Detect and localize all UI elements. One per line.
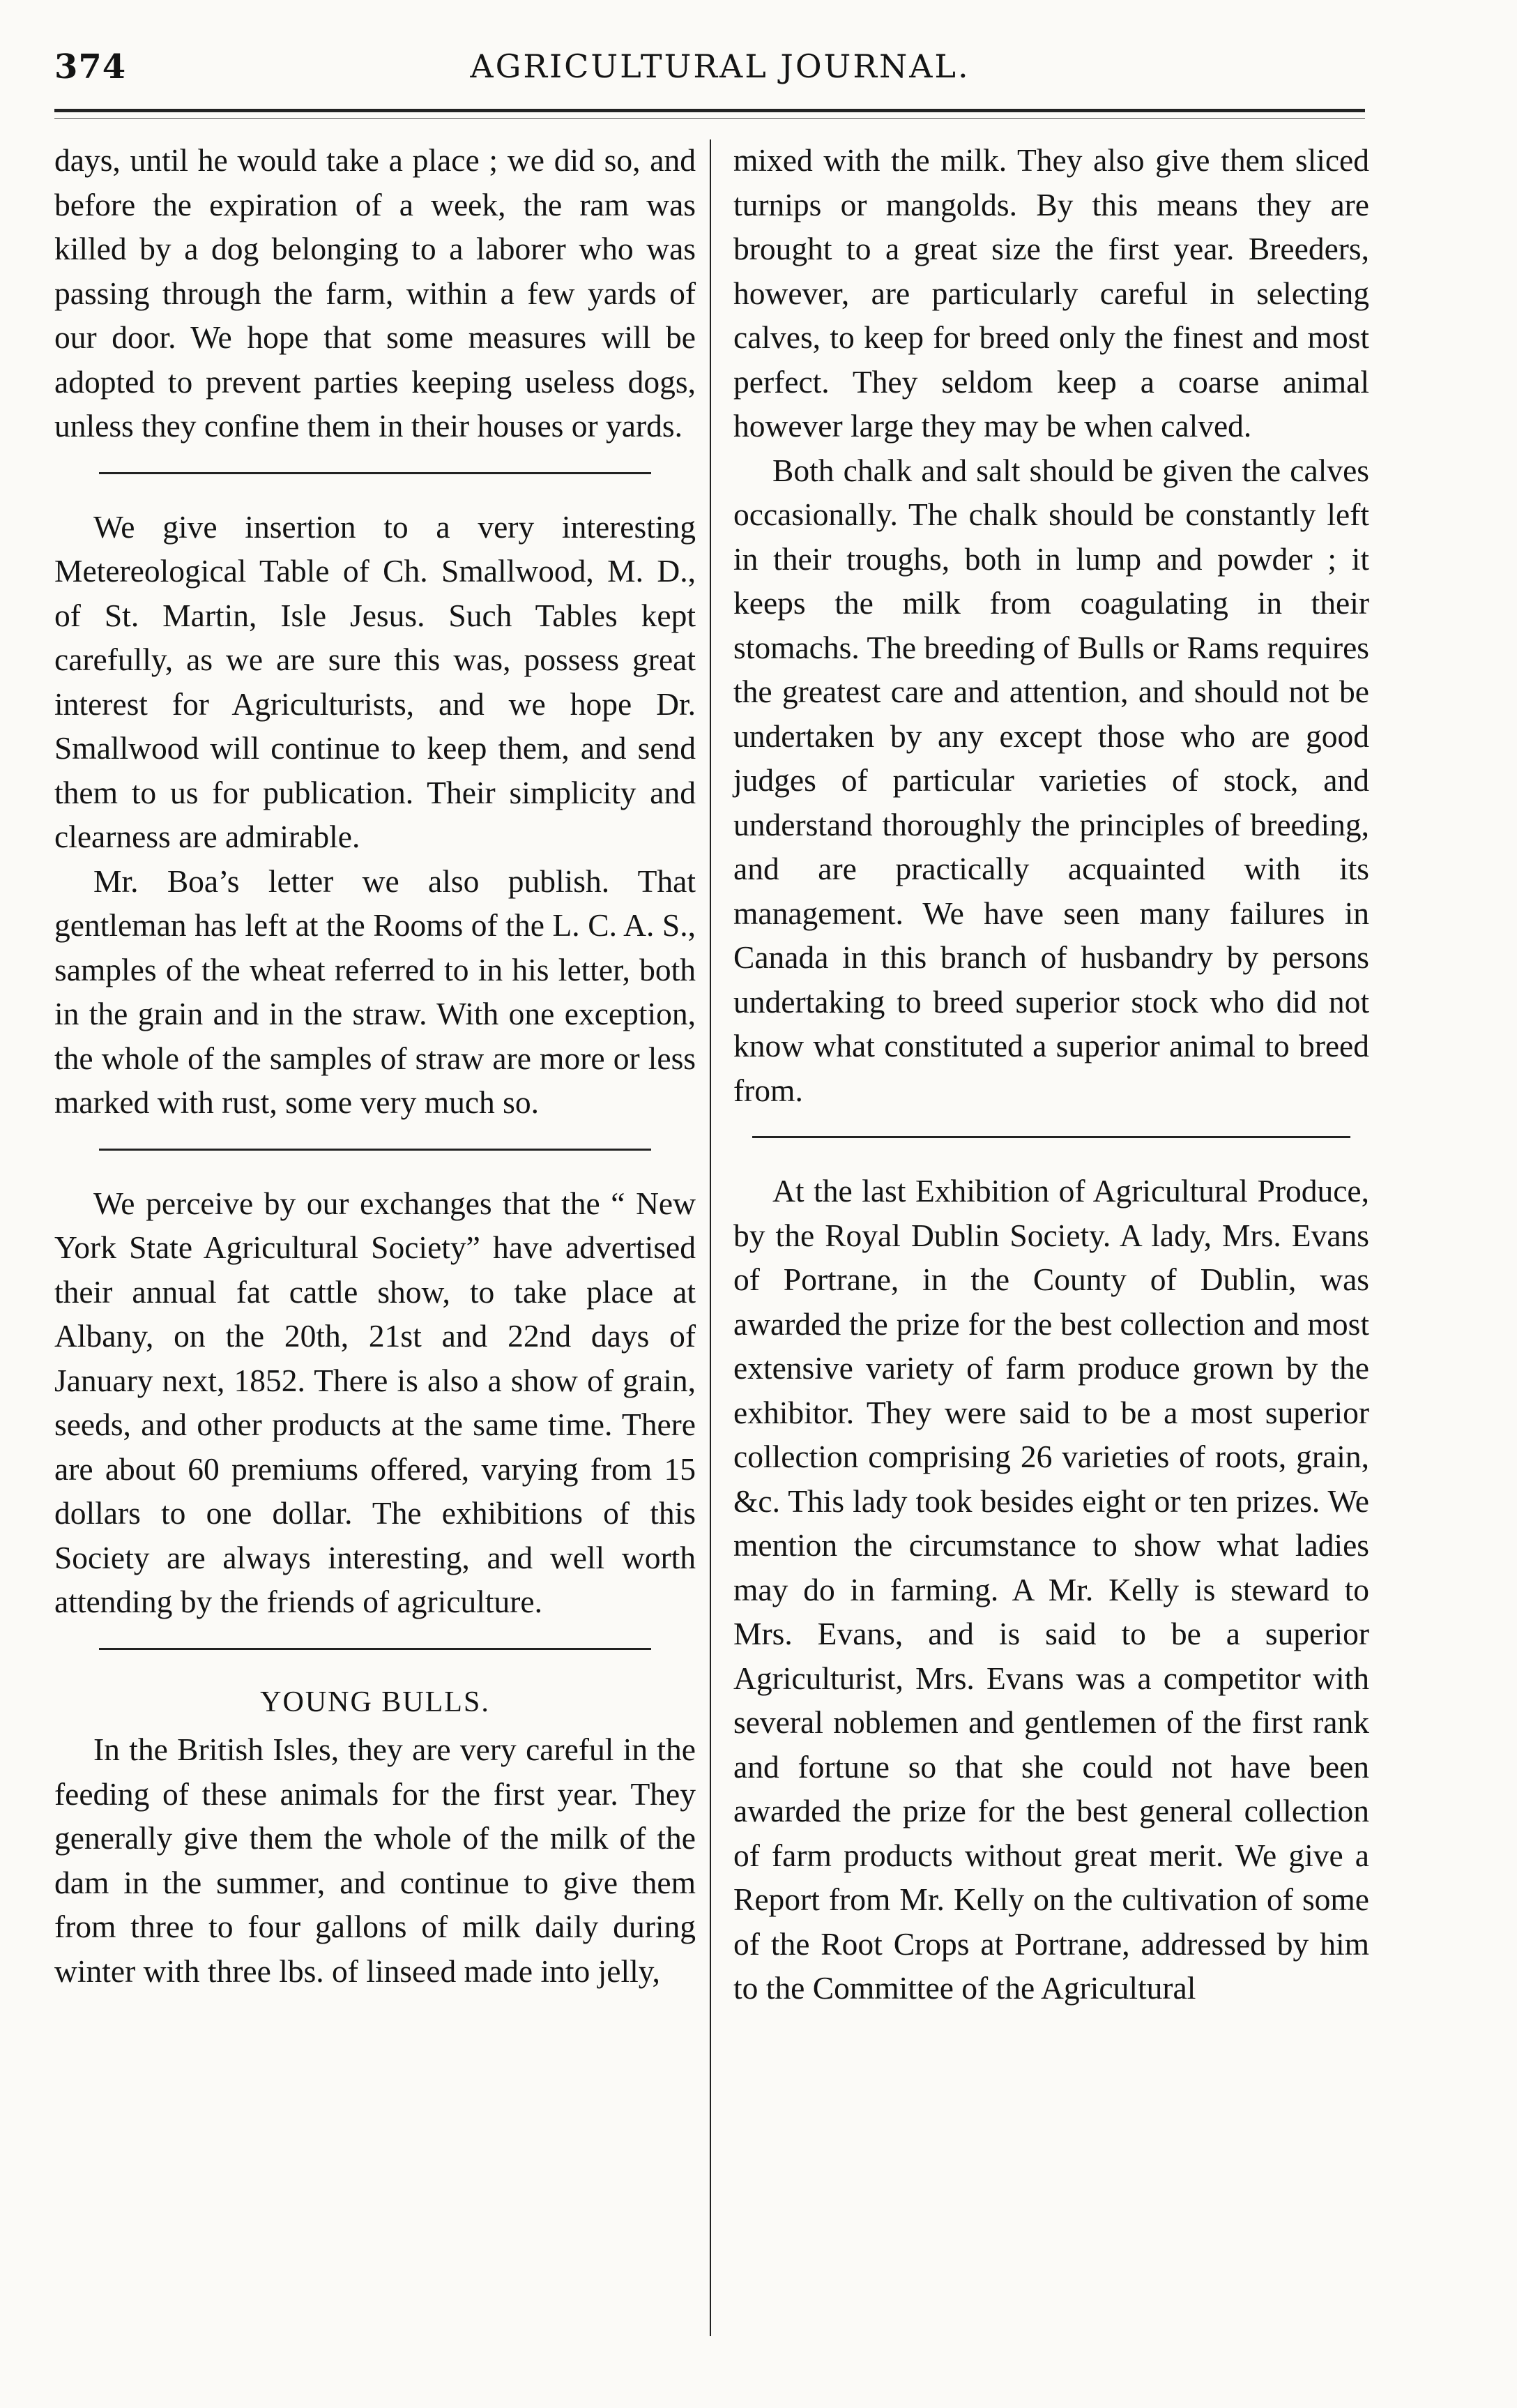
section-divider — [99, 1648, 650, 1650]
young-bulls-paragraph: In the British Isles, they are very careful in the feeding of these animals for the first year. They generally give them the whole of the milk of the dam in the summer, and continue to give them from three to four gallons of milk daily during winter with three lbs. of linseed made into jelly, — [54, 1732, 696, 1989]
meteorological-note: We give insertion to a very interesting Metereological Table of Ch. Smallwood, M. D., of St. Martin, Isle Jesus. Such Tables kept carefully, as we are sure this was, possess great interest for Agriculturists, and we hope Dr. Smallwood will continue to keep them, and send them to us for publication. Their simplicity and clearness are admirable. — [54, 508, 696, 854]
page-number: 374 — [54, 47, 127, 86]
section-divider — [99, 1149, 650, 1151]
young-bulls-continued: mixed with the milk. They also give them sliced turnips or mangolds. By this means they are brought to a great size the first year. Breeders, however, are particularly careful in selecting calves, to keep for breed only the finest and most perfect. They seldom keep a coarse animal however large they may be when calved. — [733, 142, 1369, 444]
header-rule — [54, 109, 1365, 119]
continued-paragraph: days, until he would take a place ; we did so, and before the expiration of a week, the ram was killed by a dog belonging to a laborer who was passing through the farm, within a few yards of our door. We hope that some measures will be adopted to prevent parties keeping useless dogs, unless they confine them in their houses or yards. — [54, 142, 696, 444]
left-column — [54, 138, 696, 1993]
section-divider — [99, 472, 650, 474]
section-divider — [752, 1136, 1350, 1138]
young-bulls-heading: YOUNG BULLS. — [260, 1686, 490, 1718]
right-column — [733, 138, 1369, 2011]
boa-letter-note: Mr. Boa’s letter we also publish. That gentleman has left at the Rooms of the L. C. A. S., samples of the wheat referred to in his letter, both in the grain and in the straw. With one exception, the whole of the samples of straw are more or less marked with rust, some very much so. — [54, 863, 696, 1120]
page-header — [54, 43, 1365, 106]
column-divider — [710, 139, 711, 2336]
dublin-exhibition-paragraph: At the last Exhibition of Agricultural Produce, by the Royal Dublin Society. A lady, Mrs. Evans of Portrane, in the County of Dublin, was awarded the prize for the best collection and most extensive variety of farm produce grown by the exhibitor. They were said to be a most superior collection comprising 26 varieties of roots, grain, &c. This lady took besides eight or ten prizes. We mention the circumstance to show what ladies may do in farming. A Mr. Kelly is steward to Mrs. Evans, and is said to be a superior Agriculturist, Mrs. Evans was a competitor with several noblemen and gentlemen of the first rank and fortune so that she could not have been awarded the prize for the best general collection of farm products without great merit. We give a Report from Mr. Kelly on the cultivation of some of the Root Crops at Portrane, addressed by him to the Committee of the Agricultural — [733, 1173, 1369, 2006]
chalk-salt-paragraph: Both chalk and salt should be given the calves occasionally. The chalk should be constantly left in their troughs, both in lump and powder ; it keeps the milk from coagulating in their stomachs. The breeding of Bulls or Rams requires the greatest care and attention, and should not be undertaken by any except those who are good judges of particular varieties of stock, and understand thoroughly the principles of breeding, and are practically acquainted with its management. We have seen many failures in Canada in this branch of husbandry by persons undertaking to breed superior stock who did not know what constituted a superior animal to breed from. — [733, 452, 1369, 1108]
new-york-show-note: We perceive by our exchanges that the “ New York State Agricultural Society” have advertised their annual fat cattle show, to take place at Albany, on the 20th, 21st and 22nd days of January next, 1852. There is also a show of grain, seeds, and other products at the same time. There are about 60 premiums offered, varying from 15 dollars to one dollar. The exhibitions of this Society are always interesting, and well worth attending by the friends of agriculture. — [54, 1185, 696, 1619]
running-title: AGRICULTURAL JOURNAL. — [470, 47, 970, 85]
